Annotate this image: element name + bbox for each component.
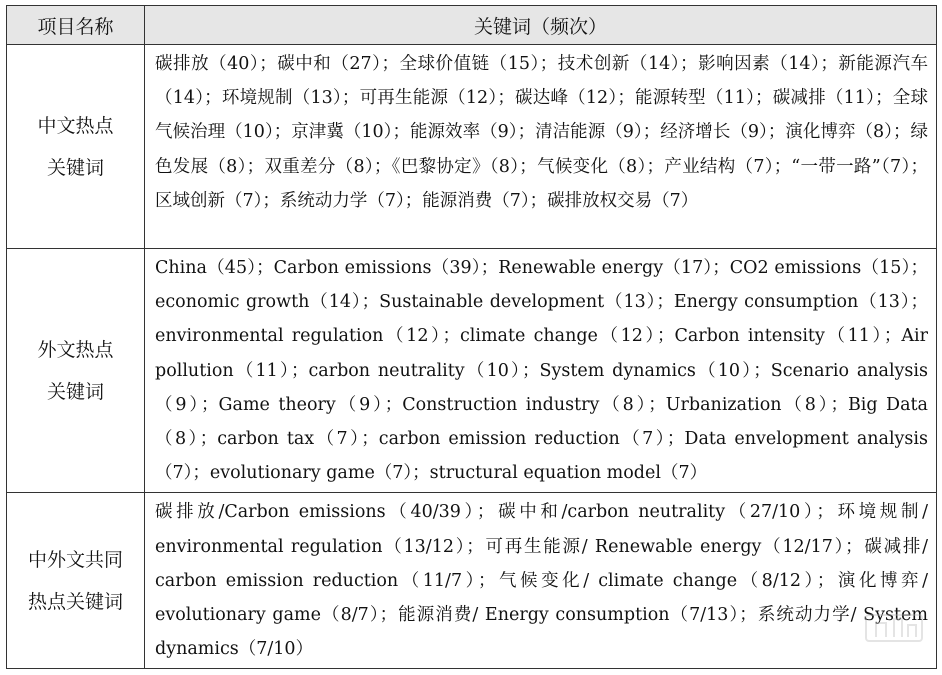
row-label-line: 热点关键词 [27,590,123,613]
row-label-chinese [7,45,145,249]
table-row-foreign-keywords [7,249,937,493]
row-label-line: 关键词 [46,156,104,179]
table-row-chinese-keywords [7,45,937,249]
row-label-line: 中外文共同 [27,548,123,571]
table-row-common-keywords [7,493,937,669]
header-keywords-frequency: 关键词（频次） [145,6,937,45]
row-label-line: 中文热点 [37,114,114,137]
header-item-name: 项目名称 [7,6,145,45]
row-label-line: 关键词 [46,380,104,403]
foreign-keywords-cell: China（45）；Carbon emissions（39）；Renewable energy（17）；CO2 emissions（15）；economic growth（14）；Sustainable development（13）；Energy consumption（13）；environmental regulation（12）；climate change（12）；Carbon intensity（11）；Air pollution（11）；carbon neutrality（10）；System dynamics（10）；Scenario analysis（9）；Game theory（9）；Construction industry（8）；Urbanization（8）；Big Data（8）；carbon tax（7）；carbon emission reduction（7）；Data envelopment analysis（7）；evolutionary game（7）；structural equation model（7） [145,249,937,493]
row-label-common [7,493,145,669]
row-label-foreign [7,249,145,493]
header-row [7,6,937,45]
row-label-line: 外文热点 [37,338,114,361]
keyword-table [6,5,937,669]
watermark-logo-icon [864,611,924,645]
chinese-keywords-cell: 碳排放（40）；碳中和（27）；全球价值链（15）；技术创新（14）；影响因素（14）；新能源汽车（14）；环境规制（13）；可再生能源（12）；碳达峰（12）；能源转型（11）；碳减排（11）；全球气候治理（10）；京津冀（10）；能源效率（9）；清洁能源（9）；经济增长（9）；演化博弈（8）；绿色发展（8）；双重差分（8）；《巴黎协定》（8）；气候变化（8）；产业结构（7）；“一带一路”（7）；区域创新（7）；系统动力学（7）；能源消费（7）；碳排放权交易（7） [145,45,937,249]
common-keywords-cell: 碳排放/Carbon emissions（40/39）；碳中和/carbon neutrality（27/10）；环境规制/ environmental regulation（13/12）；可再生能源/ Renewable energy（12/17）；碳减排/ carbon emission reduction（11/7）；气候变化/ climate change（8/12）；演化博弈/ evolutionary game（8/7）；能源消费/ Energy consumption（7/13）；系统动力学/ System dynamics（7/10） [145,493,937,669]
